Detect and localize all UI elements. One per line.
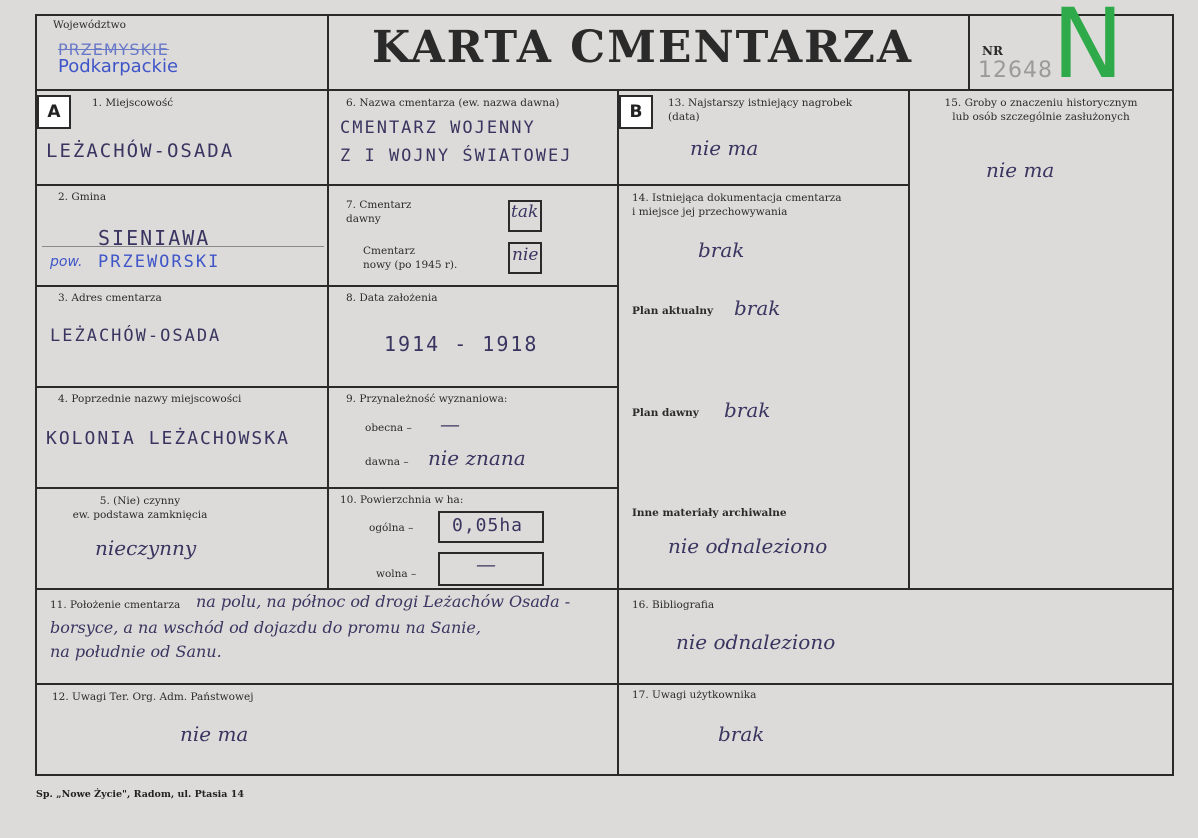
field-2-value: SIENIAWA xyxy=(98,226,211,250)
inne-materialy-label: Inne materiały archiwalne xyxy=(632,507,787,519)
rule-left-1 xyxy=(35,184,619,186)
field-10-wolna-label: wolna – xyxy=(376,568,417,580)
field-13-label: 13. Najstarszy istniejący nagrobek (data) xyxy=(668,97,853,123)
rule-left-2 xyxy=(35,285,619,287)
page-title: KARTA CMENTARZA xyxy=(372,22,913,73)
plan-dawny-label: Plan dawny xyxy=(632,407,699,419)
field-6-label: 6. Nazwa cmentarza (ew. nazwa dawna) xyxy=(346,97,560,109)
field-13-value: nie ma xyxy=(690,136,759,160)
header-bottom-rule xyxy=(35,89,1174,91)
printer-imprint: Sp. „Nowe Życie", Radom, ul. Ptasia 14 xyxy=(36,789,244,800)
field-9-obecna-value: — xyxy=(440,412,460,436)
col-divider-3 xyxy=(908,89,910,589)
field-10-ogolna-value: 0,05ha xyxy=(452,515,524,536)
field-4-label: 4. Poprzednie nazwy miejscowości xyxy=(58,393,242,405)
field-12-value: nie ma xyxy=(180,722,249,746)
field-1-label: 1. Miejscowość xyxy=(92,97,174,109)
field-11-value-line1: na polu, na północ od drogi Leżachów Osada - xyxy=(196,592,571,611)
field-7-label-old: 7. Cmentarz dawny xyxy=(346,199,412,225)
field-5-label: 5. (Nie) czynny ew. podstawa zamknięcia xyxy=(72,495,208,521)
field-1-value: LEŻACHÓW-OSADA xyxy=(46,140,235,162)
powiat-label: pow. xyxy=(50,254,83,270)
field-11-value-line3: na południe od Sanu. xyxy=(50,642,222,661)
field-14-label: 14. Istniejąca dokumentacja cmentarza i miejsce jej przechowywania xyxy=(632,192,842,218)
field-16-value: nie odnaleziono xyxy=(676,630,836,654)
col-divider-2 xyxy=(617,89,619,775)
field-3-value: LEŻACHÓW-OSADA xyxy=(50,326,222,346)
wojewodztwo-label: Województwo xyxy=(53,19,126,31)
field-7-value-old: tak xyxy=(511,202,539,222)
field-11-value-line2: borsyce, a na wschód od dojazdu do promu na Sanie, xyxy=(50,618,481,637)
field-7-value-new: nie xyxy=(512,245,539,265)
field-14-value: brak xyxy=(698,238,745,262)
field-12-label: 12. Uwagi Ter. Org. Adm. Państwowej xyxy=(52,691,254,703)
field-4-value: KOLONIA LEŻACHOWSKA xyxy=(46,428,290,449)
field-10-ogolna-label: ogólna – xyxy=(369,522,414,534)
wojewodztwo-new: Podkarpackie xyxy=(58,56,179,77)
field-8-value: 1914 - 1918 xyxy=(384,332,539,356)
field-17-label: 17. Uwagi użytkownika xyxy=(632,689,757,701)
field-10-wolna-value: — xyxy=(476,552,496,576)
section-a-letter: A xyxy=(37,95,71,129)
rule-full-2 xyxy=(35,683,1174,685)
field-2-label: 2. Gmina xyxy=(58,191,107,203)
field-9-dawna-label: dawna – xyxy=(365,456,409,468)
field-6-value-line2: Z I WOJNY ŚWIATOWEJ xyxy=(340,146,573,166)
field-7-label-new: Cmentarz nowy (po 1945 r). xyxy=(363,245,458,271)
field-8-label: 8. Data założenia xyxy=(346,292,438,304)
rule-left-4 xyxy=(35,487,619,489)
section-b-letter: B xyxy=(619,95,653,129)
field-9-label: 9. Przynależność wyznaniowa: xyxy=(346,393,508,405)
rule-left-3 xyxy=(35,386,619,388)
inne-materialy-value: nie odnaleziono xyxy=(668,534,828,558)
field-15-label: 15. Groby o znaczeniu historycznym lub osób szczególnie zasłużonych xyxy=(944,97,1138,123)
field-15-value: nie ma xyxy=(986,158,1055,182)
powiat-value: PRZEWORSKI xyxy=(98,252,221,272)
gmina-underline xyxy=(42,246,324,247)
nr-label: NR xyxy=(982,44,1003,58)
nr-value: 12648 xyxy=(978,58,1053,83)
header-divider-right xyxy=(968,14,970,90)
plan-aktualny-label: Plan aktualny xyxy=(632,305,714,317)
field-6-value-line1: CMENTARZ WOJENNY xyxy=(340,118,536,138)
rule-full-1 xyxy=(35,588,1174,590)
rule-b-1 xyxy=(617,184,910,186)
plan-aktualny-value: brak xyxy=(734,296,781,320)
field-16-label: 16. Bibliografia xyxy=(632,599,715,611)
header-divider-left xyxy=(327,14,329,90)
field-10-label: 10. Powierzchnia w ha: xyxy=(340,494,464,506)
col-divider-1 xyxy=(327,89,329,589)
wojewodztwo-old: PRZEMYSKIE xyxy=(58,40,169,59)
verification-mark: N xyxy=(1052,0,1124,100)
field-9-dawna-value: nie znana xyxy=(428,446,526,470)
field-3-label: 3. Adres cmentarza xyxy=(58,292,162,304)
plan-dawny-value: brak xyxy=(724,398,771,422)
field-5-value: nieczynny xyxy=(95,536,197,560)
field-17-value: brak xyxy=(718,722,765,746)
field-9-obecna-label: obecna – xyxy=(365,422,412,434)
field-11-label: 11. Położenie cmentarza xyxy=(50,599,181,611)
